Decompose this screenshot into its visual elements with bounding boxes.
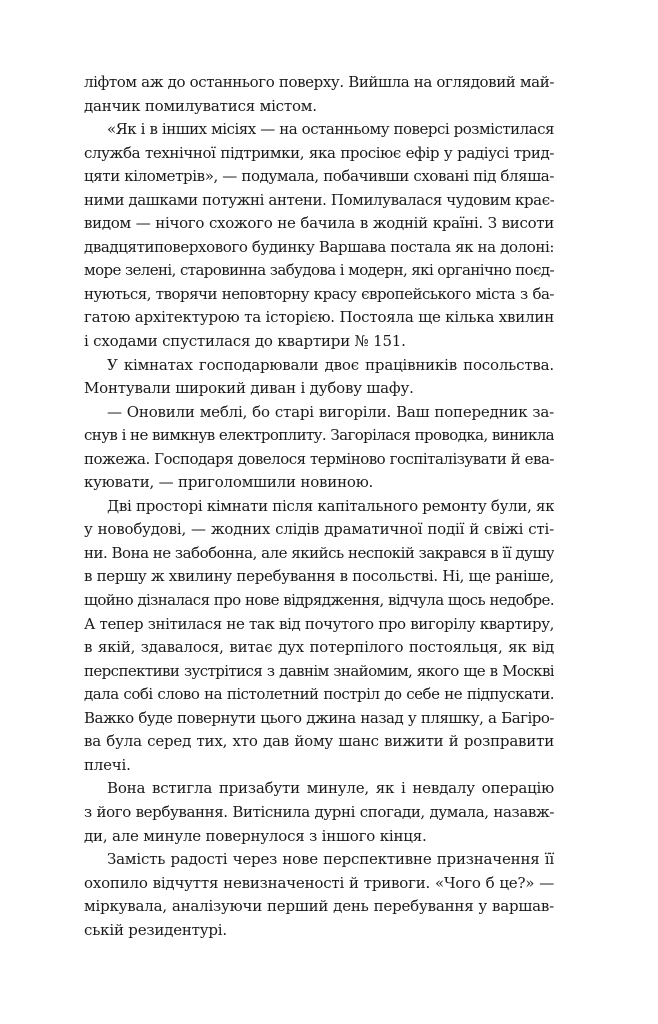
text-line: ва була серед тих, хто дав йому шанс вижити й розправити xyxy=(84,732,554,751)
text-line: ліфтом аж до останнього поверху. Вийшла на оглядовий май- xyxy=(84,73,554,91)
text-line: міркувала, аналізуючи перший день перебування у варшав- xyxy=(84,897,554,916)
text-line: і сходами спустилася до квартири № 151. xyxy=(84,332,406,351)
text-line: Монтували широкий диван і дубову шафу. xyxy=(84,379,414,398)
text-line: в якій, здавалося, витає дух потерпілого постояльця, як від xyxy=(84,638,554,657)
text-line: Вона встигла призабути минуле, як і невдалу операцію xyxy=(107,779,554,798)
text-line: у новобудові, — жодних слідів драматичної події й свіжі сті- xyxy=(84,520,554,539)
text-line: Важко буде повернути цього джина назад у пляшку, а Багіро- xyxy=(84,708,554,727)
text-line: пожежа. Господаря довелося терміново госпіталізувати й ева- xyxy=(84,449,554,468)
text-line: У кімнатах господарювали двоє працівників посольства. xyxy=(107,355,554,374)
paragraph xyxy=(84,354,554,401)
text-line: — Оновили меблі, бо старі вигоріли. Ваш попередник за- xyxy=(107,402,554,421)
text-line: А тепер знітилася не так від почутого про вигорілу квартиру, xyxy=(84,614,554,633)
paragraph xyxy=(84,71,554,118)
text-line: ними дашками потужні антени. Помилувалася чудовим крає- xyxy=(84,190,554,209)
text-line: нуються, творячи неповторну красу європейського міста з ба- xyxy=(84,284,554,303)
paragraph xyxy=(84,401,554,495)
text-line: щойно дізналася про нове відрядження, відчула щось недобре. xyxy=(84,591,554,610)
text-line: дала собі слово на пістолетний постріл до себе не підпускати. xyxy=(84,685,554,704)
text-line: з його вербування. Витіснила дурні спогади, думала, назавж- xyxy=(84,802,554,821)
paragraph xyxy=(84,777,554,848)
page-body xyxy=(84,71,554,942)
text-line: цяти кілометрів», — подумала, побачивши сховані під бляша- xyxy=(84,167,554,186)
text-line: в першу ж хвилину перебування в посольстві. Ні, ще раніше, xyxy=(84,567,554,586)
text-line: охопило відчуття невизначеності й тривоги. «Чого б це?» — xyxy=(84,873,554,892)
paragraph xyxy=(84,118,554,353)
text-line: море зелені, старовинна забудова і модерн, які органічно поєд- xyxy=(84,261,554,280)
text-line: Замість радості через нове перспективне призначення її xyxy=(107,850,554,869)
text-line: ській резидентурі. xyxy=(84,920,227,939)
paragraph xyxy=(84,848,554,942)
text-line: двадцятиповерхового будинку Варшава постала як на долоні: xyxy=(84,237,554,256)
paragraph xyxy=(84,495,554,778)
text-line: служба технічної підтримки, яка просіює ефір у радіусі трид- xyxy=(84,143,554,162)
text-line: перспективи зустрітися з давнім знайомим, якого ще в Москві xyxy=(84,661,554,680)
text-line: ди, але минуле повернулося з іншого кінця. xyxy=(84,826,427,845)
text-line: ни. Вона не забобонна, але якийсь неспокій закрався в її душу xyxy=(84,543,554,562)
text-line: куювати, — приголомшили новиною. xyxy=(84,473,374,492)
text-line: гатою архітектурою та історією. Постояла ще кілька хвилин xyxy=(84,308,554,327)
text-line: «Як і в інших місіях — на останньому поверсі розмістилася xyxy=(107,120,554,139)
text-line: плечі. xyxy=(84,755,131,774)
text-line: видом — нічого схожого не бачила в жодній країні. З висоти xyxy=(84,214,554,233)
text-line: данчик помилуватися містом. xyxy=(84,96,317,115)
text-line: Дві просторі кімнати після капітального ремонту були, як xyxy=(107,496,554,515)
text-line: снув і не вимкнув електроплиту. Загорілася проводка, виникла xyxy=(84,426,554,445)
